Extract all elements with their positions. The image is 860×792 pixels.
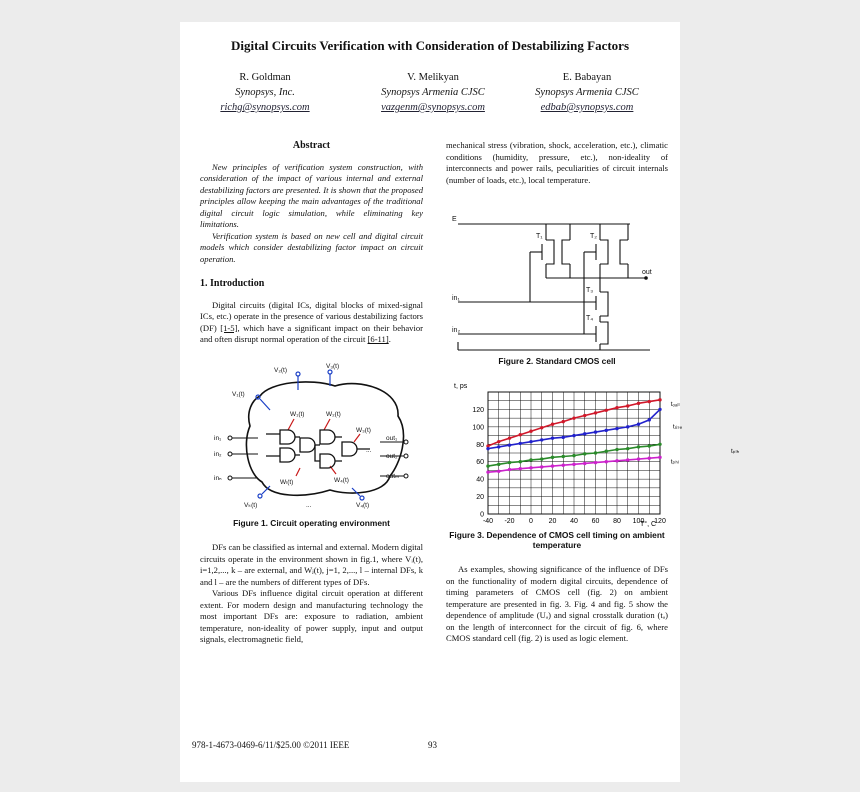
data-point-t_phl: [648, 457, 651, 460]
input-label: in₂: [214, 451, 222, 458]
y-tick-label: 100: [472, 424, 484, 432]
output-node: [644, 276, 648, 280]
transistor-label: T₂: [590, 233, 597, 240]
figure-1-caption: Figure 1. Circuit operating environment: [233, 518, 390, 528]
y-axis-label: t, ps: [454, 383, 468, 390]
y-tick-label: 80: [476, 441, 484, 449]
environment-boundary: [246, 382, 403, 495]
output-label: out₂: [386, 453, 398, 460]
citation-link[interactable]: [1-5]: [220, 322, 238, 333]
x-tick-label: 80: [613, 518, 621, 525]
abstract-paragraph: New principles of verification system construction, with consideration of the impact of various internal and external destabilizing factors are presented. It is shown that the proposed principles allow keeping the main advantages of the traditional digital circuit logic simulation, while eliminating key limitations.: [200, 161, 423, 229]
data-point-t_phl: [519, 467, 522, 470]
data-point-t_plh: [519, 460, 522, 463]
text-run: .: [388, 334, 391, 344]
paper-title: Digital Circuits Verification with Consideration of Destabilizing Factors: [230, 38, 630, 53]
data-point-t_plh: [508, 461, 511, 464]
body-paragraph: mechanical stress (vibration, shock, acceleration, etc.), climatic conditions (humidity, pressure, etc.), non-ideality of interconnects and power rails, peculiarities of circuit internals (number of loads, etc.), local temperature.: [446, 140, 668, 185]
data-point-t_rise: [562, 436, 565, 439]
data-point-t_plh: [615, 448, 618, 451]
data-point-t_fall: [562, 420, 565, 423]
figure-2-cmos-cell: [450, 212, 666, 352]
w-label: Wₗ(t): [280, 479, 294, 486]
v-label: Vₖ(t): [244, 502, 258, 509]
output-label: out₁: [386, 435, 398, 442]
data-point-t_plh: [605, 450, 608, 453]
data-point-t_rise: [529, 440, 532, 443]
data-point-t_rise: [572, 434, 575, 437]
figure-1-circuit-environment: [210, 364, 420, 514]
author-affiliation: Synopsys, Inc.: [235, 87, 295, 98]
data-point-t_rise: [497, 445, 500, 448]
data-point-t_phl: [594, 461, 597, 464]
data-point-t_phl: [658, 456, 661, 459]
data-point-t_phl: [508, 468, 511, 471]
v-label: V₃(t): [326, 363, 340, 370]
body-paragraph: Various DFs influence digital circuit operation at different extent. For modern design and manufacturing technology the most important DFs are: exposure to radiation, ambient temperature, non-ideality of power supply, input and output signals, electromagnetic field,: [200, 588, 423, 644]
section-heading: 1. Introduction: [200, 278, 265, 289]
data-point-t_fall: [572, 416, 575, 419]
curve-label: tₚₗₕ: [730, 448, 740, 455]
citation-link[interactable]: [6-11]: [367, 334, 389, 344]
data-point-t_plh: [637, 445, 640, 448]
data-point-t_rise: [519, 442, 522, 445]
x-tick-label: 100: [632, 518, 645, 525]
text-run: Digital circuits (digital ICs, digital blocks of mixed-signal ICs, etc.) operate in the presence of various destabilizing factors (DF): [200, 299, 423, 333]
y-tick-label: 120: [472, 406, 484, 414]
left-column-top: [200, 140, 423, 346]
x-axis-label: T°, C: [640, 521, 657, 528]
logic-gates: [266, 430, 370, 468]
data-point-t_phl: [572, 463, 575, 466]
data-point-t_fall: [637, 402, 640, 405]
x-tick-label: -20: [504, 518, 515, 525]
data-point-t_rise: [508, 443, 511, 446]
w-label: W₃(t): [356, 427, 371, 434]
v-label: V₂(t): [274, 367, 287, 374]
abstract-heading: Abstract: [292, 140, 331, 151]
data-point-t_phl: [637, 457, 640, 460]
data-point-t_fall: [508, 436, 511, 439]
right-column-top: [446, 140, 668, 186]
input-label: in₁: [452, 295, 460, 302]
transistor-label: T₁: [536, 233, 543, 240]
x-tick-label: 0: [529, 518, 533, 525]
data-point-t_fall: [626, 404, 629, 407]
text-run: , which have a significant impact on their behavior and often disrupt normal operation of the circuit: [200, 322, 423, 344]
author-email-link[interactable]: vazgenm@synopsys.com: [381, 102, 485, 113]
author-name: E. Babayan: [562, 72, 612, 83]
right-column-bottom: [446, 564, 668, 645]
body-paragraph: DFs can be classified as internal and external. Modern digital circuits operate in the environment shown in fig.1, where Vᵢ(t), i=1,2,..., k – are external, and Wⱼ(t), j=1, 2,..., l – internal DFs, k and l – are the numbers of different types of DFs.: [200, 542, 423, 587]
x-tick-label: 20: [548, 518, 557, 525]
data-point-t_rise: [637, 423, 640, 426]
author-affiliation: Synopsys Armenia CJSC: [535, 87, 639, 98]
data-point-t_fall: [648, 400, 651, 403]
data-point-t_phl: [626, 458, 629, 461]
data-point-t_rise: [605, 429, 608, 432]
curve-label: tₚₕₗ: [670, 458, 680, 466]
transistor-label: T₃: [586, 287, 594, 294]
data-point-t_rise: [551, 436, 554, 439]
figure-2-labels: [452, 216, 652, 334]
y-tick-label: 20: [476, 494, 484, 502]
input-label: inₙ: [214, 475, 222, 482]
paper-page: [180, 22, 740, 782]
data-point-t_fall: [497, 440, 500, 443]
data-point-t_fall: [658, 398, 661, 401]
data-point-t_rise: [583, 432, 586, 435]
io-pins: [228, 436, 408, 480]
data-point-t_phl: [562, 464, 565, 467]
v-label: ...: [306, 502, 312, 509]
y-tick-label: 60: [476, 459, 484, 467]
data-point-t_fall: [615, 406, 618, 409]
figure-3-timing-chart: [448, 378, 740, 530]
data-point-t_rise: [615, 427, 618, 430]
curve-label: tₒₐₗₗ: [670, 400, 680, 408]
author-name: V. Melikyan: [407, 72, 459, 83]
input-label: in₁: [214, 435, 222, 442]
abstract-paragraph: Verification system is based on new cell and digital circuit models which consider destabilizing factor impact on circuit operation.: [200, 230, 423, 264]
data-point-t_plh: [583, 452, 586, 455]
x-tick-label: 60: [591, 518, 600, 525]
page-number: 93: [428, 740, 437, 750]
data-point-t_rise: [486, 447, 489, 450]
input-label: in₂: [452, 327, 461, 334]
body-paragraph: As examples, showing significance of the influence of DFs on the functionality of modern digital circuits, dependence of timing parameters of CMOS cell (fig. 2) on ambient temperature are presented in fig. 3. Fig. 4 and fig. 5 show the dependence of amplitude (Uₐ) and signal crosstalk duration (tₐ) on the length of interconnect for the circuit of fig. 6, where CMOS standard cell (fig. 2) is used as logic element.: [446, 564, 668, 643]
intro-paragraph: [200, 300, 423, 346]
v-label: V₁(t): [232, 391, 245, 398]
data-point-t_phl: [583, 462, 586, 465]
data-point-t_plh: [626, 447, 629, 450]
x-tick-label: 120: [654, 518, 666, 525]
data-point-t_rise: [658, 408, 661, 411]
left-column-bottom: [200, 542, 423, 646]
author-1: [180, 70, 350, 115]
data-point-t_fall: [583, 414, 586, 417]
data-point-t_phl: [540, 465, 543, 468]
transistor-label: T₄: [586, 315, 594, 322]
output-label: out: [642, 269, 652, 276]
x-tick-label: -40: [482, 518, 494, 525]
data-point-t_phl: [551, 464, 554, 467]
w-label: W₄(t): [334, 477, 349, 484]
data-point-t_phl: [486, 470, 489, 473]
data-point-t_fall: [605, 409, 608, 412]
w-label: W₂(t): [326, 411, 341, 418]
supply-label: E: [452, 216, 457, 223]
data-point-t_phl: [497, 470, 500, 473]
data-point-t_fall: [529, 430, 532, 433]
figure-1-labels: [214, 363, 399, 509]
data-point-t_fall: [594, 411, 597, 414]
x-tick-label: 40: [570, 518, 578, 525]
author-2: [348, 70, 518, 115]
data-point-t_plh: [648, 444, 651, 447]
footer-copyright: 978-1-4673-0469-6/11/$25.00 ©2011 IEEE: [192, 740, 350, 750]
data-point-t_fall: [551, 423, 554, 426]
figure-3-caption: Figure 3. Dependence of CMOS cell timing on ambient temperature: [449, 530, 665, 550]
author-email-link[interactable]: edbab@synopsys.com: [540, 102, 634, 113]
data-point-t_phl: [605, 460, 608, 463]
data-point-t_fall: [519, 433, 522, 436]
author-affiliation: Synopsys Armenia CJSC: [381, 87, 485, 98]
figure-2-caption: Figure 2. Standard CMOS cell: [498, 356, 616, 366]
data-point-t_plh: [658, 443, 661, 446]
data-point-t_plh: [572, 454, 575, 457]
author-email-link[interactable]: richg@synopsys.com: [220, 102, 310, 113]
author-3: [502, 70, 672, 115]
cmos-schematic: [458, 224, 650, 350]
curve-label: tᵣᵢₛₑ: [672, 423, 683, 431]
data-point-t_rise: [540, 438, 543, 441]
data-point-t_rise: [648, 418, 651, 421]
w-label: W₁(t): [290, 411, 305, 418]
data-point-t_rise: [594, 430, 597, 433]
data-point-t_plh: [551, 456, 554, 459]
author-name: R. Goldman: [239, 72, 291, 83]
data-point-t_plh: [562, 455, 565, 458]
data-point-t_fall: [540, 426, 543, 429]
data-point-t_plh: [540, 457, 543, 460]
y-tick-label: 0: [480, 511, 484, 519]
data-point-t_rise: [626, 425, 629, 428]
v-label: V₄(t): [356, 502, 370, 509]
data-point-t_plh: [529, 458, 532, 461]
output-label: outₘ: [386, 473, 400, 480]
data-point-t_plh: [497, 463, 500, 466]
data-point-t_plh: [594, 451, 597, 454]
ellipsis: ...: [366, 447, 372, 454]
data-point-t_phl: [529, 466, 532, 469]
data-point-t_phl: [615, 459, 618, 462]
y-tick-label: 40: [476, 476, 484, 484]
data-point-t_plh: [486, 464, 489, 467]
